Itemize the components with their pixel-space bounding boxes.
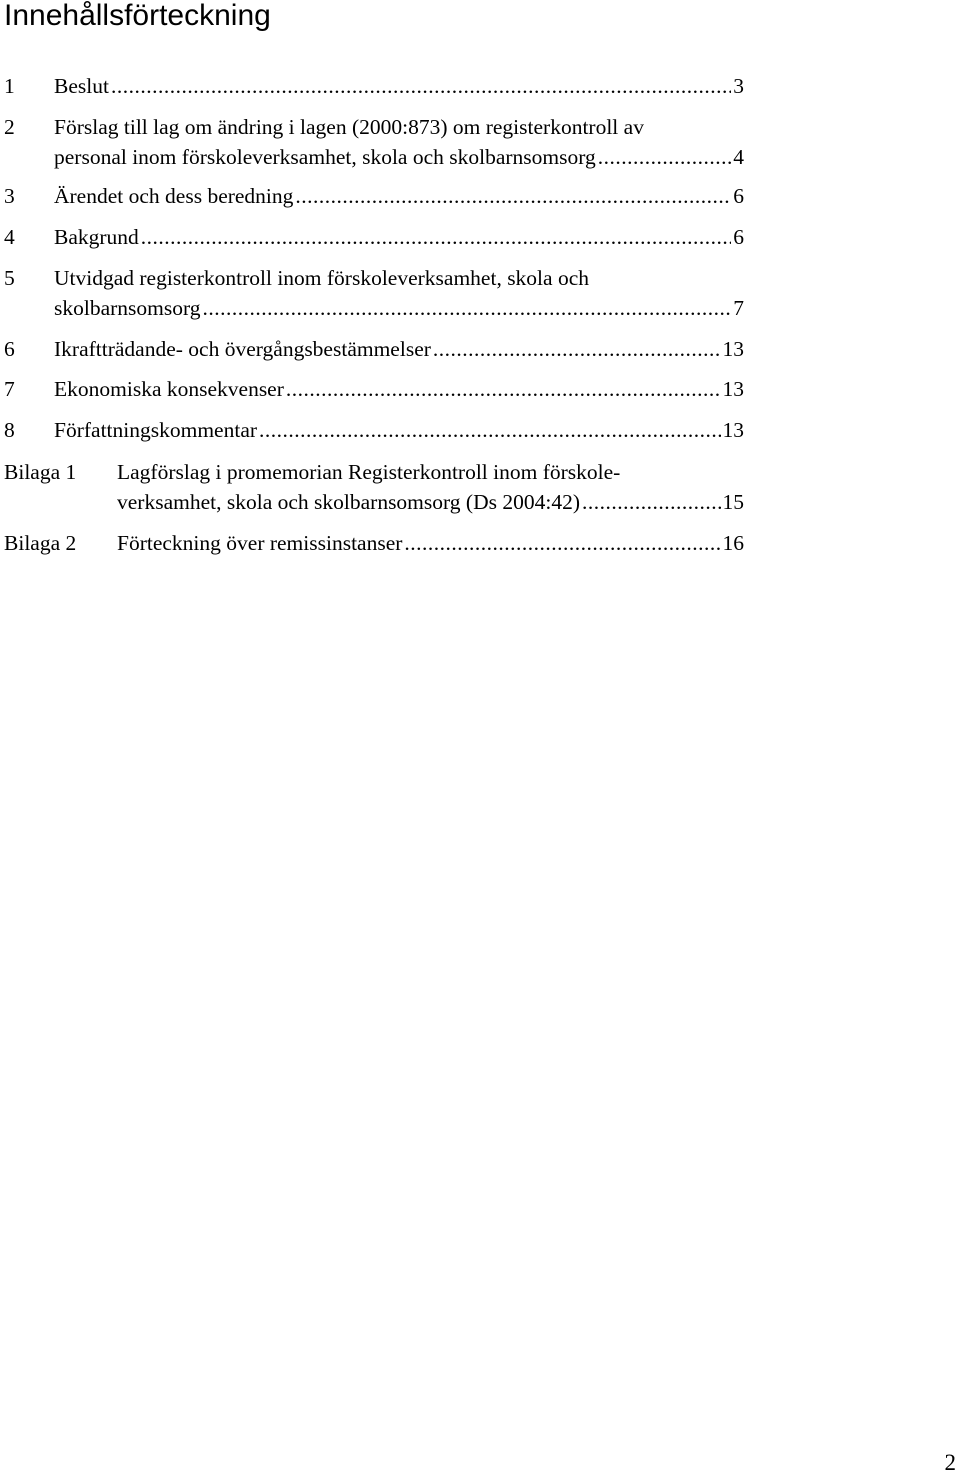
toc-page-number: 15 (722, 490, 744, 514)
toc-entry-title: Ikraftträdande- och övergångsbestämmelser (54, 337, 431, 361)
toc-entry-number: 5 (4, 266, 15, 290)
toc-entry-title: Bakgrund (54, 225, 139, 249)
toc-entry-title: Ärendet och dess beredning (54, 184, 294, 208)
toc-entry-title: Ekonomiska konsekvenser (54, 377, 284, 401)
dot-leader (141, 222, 731, 252)
toc-annex-label: Bilaga 1 (4, 460, 77, 484)
toc-entry-number: 3 (4, 184, 15, 208)
toc-entry-number: 6 (4, 337, 15, 361)
toc-page-number: 16 (722, 531, 744, 555)
toc-entry-title-continued: personal inom förskoleverksamhet, skola och skolbarnsomsorg (54, 145, 596, 169)
page-number: 2 (944, 1450, 956, 1475)
toc-page-number: 6 (733, 184, 744, 208)
dot-leader (259, 415, 720, 445)
toc-page-number: 7 (733, 296, 744, 320)
toc-annex-label: Bilaga 2 (4, 531, 77, 555)
toc-entry-title: Beslut (54, 74, 109, 98)
toc-entry-title: Utvidgad registerkontroll inom förskoleverksamhet, skola och (54, 266, 589, 290)
dot-leader (286, 374, 721, 404)
toc-entry-number: 4 (4, 225, 15, 249)
dot-leader (203, 293, 732, 323)
toc-entry-number: 1 (4, 74, 15, 98)
toc-entry-number: 7 (4, 377, 15, 401)
toc-entry-title-continued: skolbarnsomsorg (54, 296, 201, 320)
page-title: Innehållsförteckning (4, 0, 271, 32)
toc-page-number: 13 (722, 337, 744, 361)
dot-leader (295, 181, 731, 211)
toc-page-number: 3 (733, 74, 744, 98)
toc-page-number: 4 (733, 145, 744, 169)
toc-annex-title: Förteckning över remissinstanser (117, 531, 403, 555)
dot-leader (598, 142, 731, 172)
dot-leader (433, 334, 721, 364)
toc-page-number: 6 (733, 225, 744, 249)
dot-leader (404, 528, 720, 558)
toc-entry-number: 8 (4, 418, 15, 442)
toc-entry-title: Förslag till lag om ändring i lagen (2000:873) om registerkontroll av (54, 115, 644, 139)
toc-page-number: 13 (722, 418, 744, 442)
dot-leader (111, 71, 731, 101)
toc-annex-title: Lagförslag i promemorian Registerkontroll inom förskole- (117, 460, 621, 484)
toc-entry-title: Författningskommentar (54, 418, 258, 442)
toc-annex-title-continued: verksamhet, skola och skolbarnsomsorg (Ds 2004:42) (117, 490, 580, 514)
toc-page-number: 13 (722, 377, 744, 401)
toc-entry-number: 2 (4, 115, 15, 139)
dot-leader (582, 487, 721, 517)
